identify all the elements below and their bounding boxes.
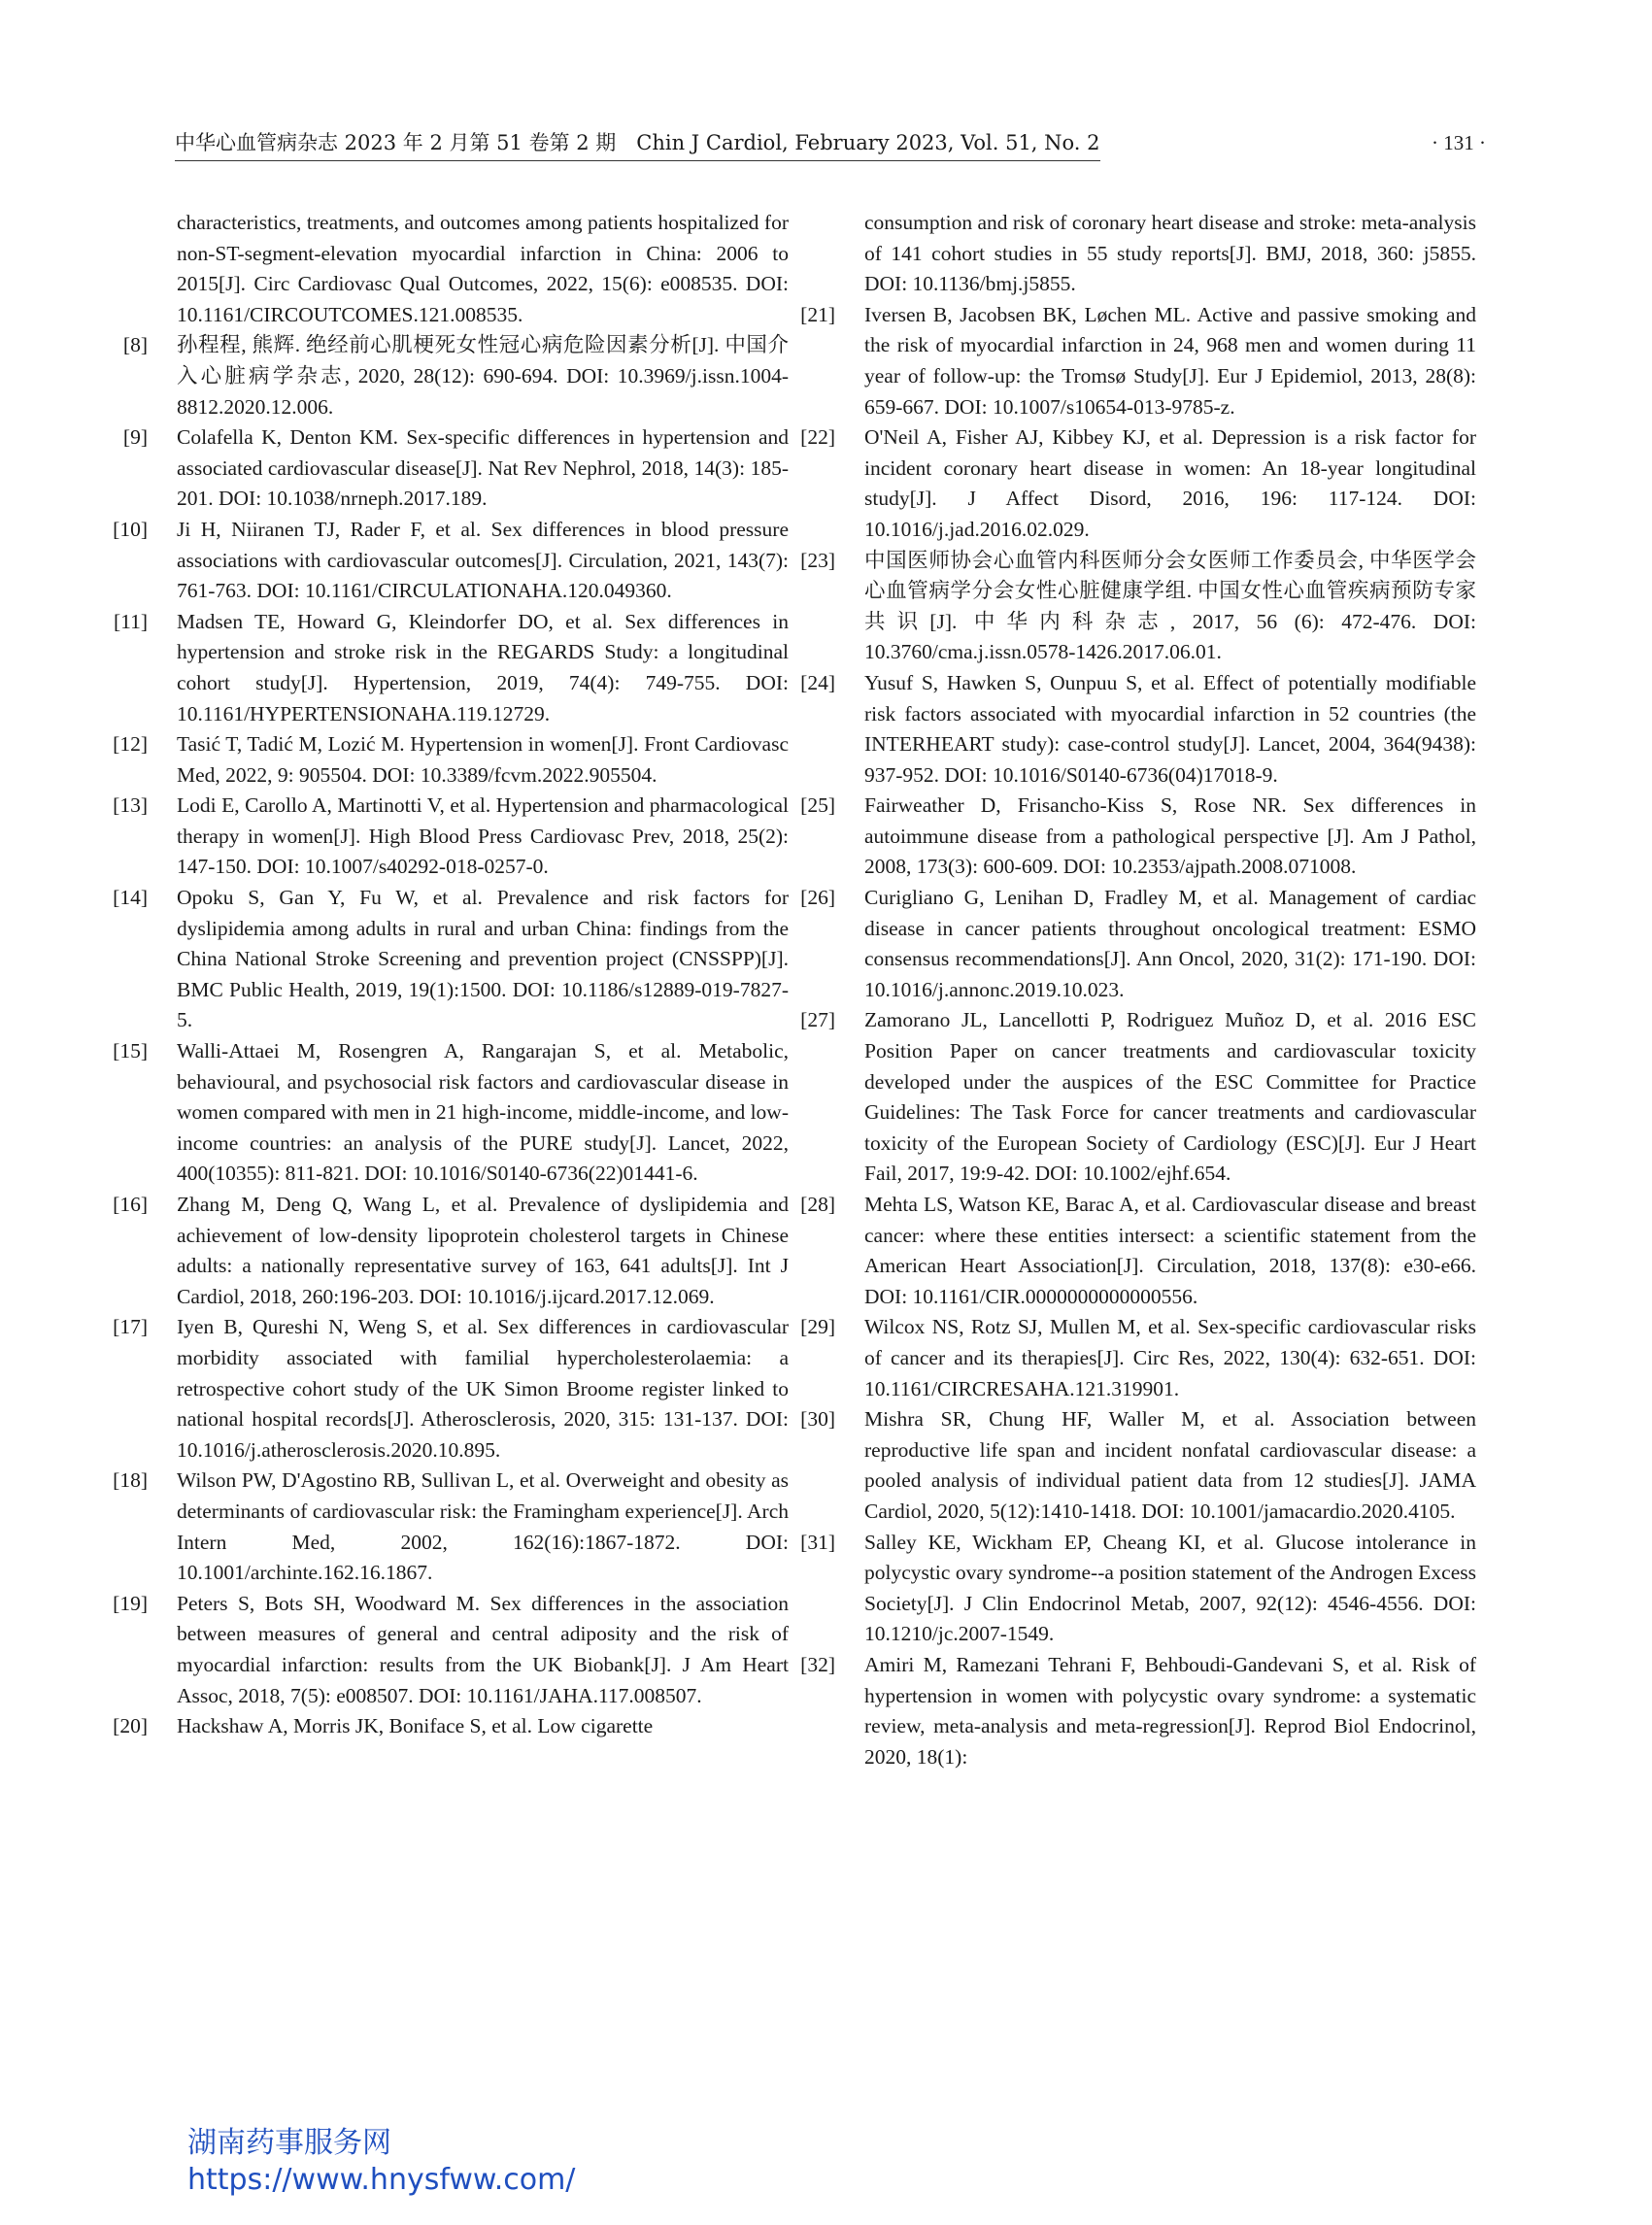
reference-number: [12] <box>113 732 148 757</box>
reference-number: [14] <box>113 886 148 910</box>
reference-text: Lodi E, Carollo A, Martinotti V, et al. Hypertension and pharmacological therapy in women[J]. High Blood Press Cardiovasc Prev, 2018, 25(2): 147-150. DOI: 10.1007/s40292-018-0257-0. <box>177 793 789 879</box>
reference-number: [25] <box>800 793 835 818</box>
reference-text: Madsen TE, Howard G, Kleindorfer DO, et al. Sex differences in hypertension and stroke risk in the REGARDS Study: a longitudinal cohort study[J]. Hypertension, 2019, 74(4): 749-755. DOI: 10.1161/HYPERTENSIONAHA.119.12729. <box>177 609 789 725</box>
reference-text: 孙程程, 熊辉. 绝经前心肌梗死女性冠心病危险因素分析[J]. 中国介入心脏病学杂志, 2020, 28(12): 690-694. DOI: 10.3969/j.issn.1004-8812.2020.12.006. <box>177 333 789 419</box>
reference-item <box>800 546 1476 668</box>
reference-item <box>113 883 789 1036</box>
reference-number: [29] <box>800 1315 835 1339</box>
reference-item <box>800 422 1476 545</box>
reference-text: Tasić T, Tadić M, Lozić M. Hypertension in women[J]. Front Cardiovasc Med, 2022, 9: 905504. DOI: 10.3389/fcvm.2022.905504. <box>177 732 789 787</box>
reference-number: [30] <box>800 1407 835 1432</box>
reference-number: [19] <box>113 1591 148 1615</box>
reference-item <box>800 1005 1476 1190</box>
reference-number: [21] <box>800 302 835 326</box>
reference-text: Iyen B, Qureshi N, Weng S, et al. Sex differences in cardiovascular morbidity associated with familial hypercholesterolaemia: a retrospective cohort study of the UK Simon Broome register linked to national hospital records[J]. Atherosclerosis, 2020, 315: 131-137. DOI: 10.1016/j.atherosclerosis.2020.10.895. <box>177 1315 789 1462</box>
reference-item <box>800 883 1476 1005</box>
reference-item <box>800 1190 1476 1312</box>
reference-item <box>113 1466 789 1588</box>
reference-number: [8] <box>122 333 148 357</box>
reference-number: [28] <box>800 1193 835 1216</box>
running-header <box>175 128 1486 165</box>
reference-text: Salley KE, Wickham EP, Cheang KI, et al. Glucose intolerance in polycystic ovary syndrome--a position statement of the Androgen Excess Society[J]. J Clin Endocrinol Metab, 2007, 92(12): 4546-4556. DOI: 10.1210/jc.2007-1549. <box>864 1530 1476 1646</box>
references-left-column <box>113 208 789 1742</box>
reference-item <box>113 1036 789 1190</box>
reference-text: Iversen B, Jacobsen BK, Løchen ML. Active and passive smoking and the risk of myocardial infarction in 24, 968 men and women during 11 year of follow-up: the Tromsø Study[J]. Eur J Epidemiol, 2013, 28(8): 659-667. DOI: 10.1007/s10654-013-9785-z. <box>864 302 1476 419</box>
reference-text: Curigliano G, Lenihan D, Fradley M, et al. Management of cardiac disease in cancer patients throughout oncological treatment: ESMO consensus recommendations[J]. Ann Oncol, 2020, 31(2): 171-190. DOI: 10.1016/j.annonc.2019.10.023. <box>864 886 1476 1001</box>
reference-number: [10] <box>113 517 148 541</box>
reference-text: Peters S, Bots SH, Woodward M. Sex differences in the association between measures of general and central adiposity and the risk of myocardial infarction: results from the UK Biobank[J]. J Am Heart Assoc, 2018, 7(5): e008507. DOI: 10.1161/JAHA.117.008507. <box>177 1591 789 1707</box>
site-watermark <box>187 2125 575 2199</box>
reference-text: Wilson PW, D'Agostino RB, Sullivan L, et al. Overweight and obesity as determinants of cardiovascular risk: the Framingham experience[J]. Arch Intern Med, 2002, 162(16):1867-1872. DOI: 10.1001/archinte.162.16.1867. <box>177 1468 789 1585</box>
reference-text: Walli-Attaei M, Rosengren A, Rangarajan S, et al. Metabolic, behavioural, and psychosocial risk factors and cardiovascular disease in women compared with men in 21 high-income, middle-income, and low-income countries: an analysis of the PURE study[J]. Lancet, 2022, 400(10355): 811-821. DOI: 10.1016/S0140-6736(22)01441-6. <box>177 1039 789 1186</box>
page-number: · 131 · <box>1432 131 1486 154</box>
reference-text: Fairweather D, Frisancho-Kiss S, Rose NR. Sex differences in autoimmune disease from a pathological perspective [J]. Am J Pathol, 2008, 173(3): 600-609. DOI: 10.2353/ajpath.2008.071008. <box>864 793 1476 879</box>
reference-number: [24] <box>800 670 835 694</box>
reference-item <box>113 515 789 607</box>
reference-number: [11] <box>113 609 148 633</box>
reference-item <box>800 1404 1476 1527</box>
reference-item <box>113 791 789 883</box>
reference-number: [17] <box>113 1315 148 1339</box>
watermark-url[interactable]: https://www.hnysfww.com/ <box>187 2163 576 2197</box>
reference-item <box>113 1190 789 1312</box>
reference-text: Mehta LS, Watson KE, Barac A, et al. Cardiovascular disease and breast cancer: where these entities intersect: a scientific statement from the American Heart Association[J]. Circulation, 2018, 137(8): e30-e66. DOI: 10.1161/CIR.0000000000000556. <box>864 1193 1476 1308</box>
reference-item <box>177 208 789 330</box>
reference-text: Amiri M, Ramezani Tehrani F, Behboudi-Gandevani S, et al. Risk of hypertension in women with polycystic ovary syndrome: a systematic review, meta-analysis and meta-regression[J]. Reprod Biol Endocrinol, 2020, 18(1): <box>864 1652 1476 1769</box>
reference-text: O'Neil A, Fisher AJ, Kibbey KJ, et al. Depression is a risk factor for incident coronary heart disease in women: An 18-year longitudinal study[J]. J Affect Disord, 2016, 196: 117-124. DOI: 10.1016/j.jad.2016.02.029. <box>864 425 1476 541</box>
reference-item <box>800 1528 1476 1650</box>
reference-number: [16] <box>113 1193 148 1216</box>
reference-number: [32] <box>800 1652 835 1676</box>
reference-number: [27] <box>800 1008 835 1032</box>
reference-text: Mishra SR, Chung HF, Waller M, et al. Association between reproductive life span and incident nonfatal cardiovascular disease: a pooled analysis of individual patient data from 12 studies[J]. JAMA Cardiol, 2020, 5(12):1410-1418. DOI: 10.1001/jamacardio.2020.4105. <box>864 1407 1476 1523</box>
reference-text: Zamorano JL, Lancellotti P, Rodriguez Muñoz D, et al. 2016 ESC Position Paper on cancer treatments and cardiovascular toxicity developed under the auspices of the ESC Committee for Practice Guidelines: The Task Force for cancer treatments and cardiovascular toxicity of the European Society of Cardiology (ESC)[J]. Eur J Heart Fail, 2017, 19:9-42. DOI: 10.1002/ejhf.654. <box>864 1008 1476 1186</box>
reference-item <box>113 729 789 791</box>
reference-number: [18] <box>113 1468 148 1493</box>
reference-number: [31] <box>800 1530 835 1554</box>
reference-number: [26] <box>800 886 835 910</box>
reference-text: Ji H, Niiranen TJ, Rader F, et al. Sex differences in blood pressure associations with cardiovascular outcomes[J]. Circulation, 2021, 143(7): 761-763. DOI: 10.1161/CIRCULATIONAHA.120.049360. <box>177 517 789 603</box>
reference-text: Zhang M, Deng Q, Wang L, et al. Prevalence of dyslipidemia and achievement of low-density lipoprotein cholesterol targets in Chinese adults: a nationally representative survey of 163, 641 adults[J]. Int J Cardiol, 2018, 260:196-203. DOI: 10.1016/j.ijcard.2017.12.069. <box>177 1193 789 1308</box>
reference-text: Hackshaw A, Morris JK, Boniface S, et al. Low cigarette <box>177 1714 654 1738</box>
reference-text: Colafella K, Denton KM. Sex-specific differences in hypertension and associated cardiovascular disease[J]. Nat Rev Nephrol, 2018, 14(3): 185-201. DOI: 10.1038/nrneph.2017.189. <box>177 425 789 511</box>
watermark-site-name: 湖南药事服务网 <box>187 2126 391 2160</box>
reference-number: [9] <box>122 425 148 450</box>
reference-number: [23] <box>800 548 835 572</box>
references-right-column <box>800 208 1476 1772</box>
reference-text: characteristics, treatments, and outcomes among patients hospitalized for non-ST-segment-elevation myocardial infarction in China: 2006 to 2015[J]. Circ Cardiovasc Qual Outcomes, 2022, 15(6): e008535. DOI: 10.1161/CIRCOUTCOMES.121.008535. <box>177 211 789 326</box>
reference-item <box>113 607 789 729</box>
reference-item <box>113 1589 789 1711</box>
reference-text: Yusuf S, Hawken S, Ounpuu S, et al. Effect of potentially modifiable risk factors associated with myocardial infarction in 52 countries (the INTERHEART study): case-control study[J]. Lancet, 2004, 364(9438): 937-952. DOI: 10.1016/S0140-6736(04)17018-9. <box>864 670 1476 787</box>
reference-item <box>800 300 1476 422</box>
reference-number: [22] <box>800 425 835 450</box>
reference-number: [15] <box>113 1039 148 1063</box>
journal-citation-header: 中华心血管病杂志 2023 年 2 月第 51 卷第 2 期 Chin J Cardiol, February 2023, Vol. 51, No. 2 <box>175 128 1100 161</box>
reference-item <box>864 208 1476 300</box>
reference-item <box>800 791 1476 883</box>
reference-item <box>800 1650 1476 1772</box>
reference-item <box>113 1312 789 1466</box>
reference-number: [20] <box>113 1714 148 1738</box>
reference-text: consumption and risk of coronary heart disease and stroke: meta-analysis of 141 cohort studies in 55 study reports[J]. BMJ, 2018, 360: j5855. DOI: 10.1136/bmj.j5855. <box>864 211 1476 296</box>
reference-item <box>800 1312 1476 1404</box>
reference-text: Wilcox NS, Rotz SJ, Mullen M, et al. Sex-specific cardiovascular risks of cancer and its therapies[J]. Circ Res, 2022, 130(4): 632-651. DOI: 10.1161/CIRCRESAHA.121.319901. <box>864 1315 1476 1400</box>
reference-text: Opoku S, Gan Y, Fu W, et al. Prevalence and risk factors for dyslipidemia among adults in rural and urban China: findings from the China National Stroke Screening and prevention project (CNSSPP)[J]. BMC Public Health, 2019, 19(1):1500. DOI: 10.1186/s12889-019-7827-5. <box>177 886 789 1032</box>
reference-text: 中国医师协会心血管内科医师分会女医师工作委员会, 中华医学会心血管病学分会女性心脏健康学组. 中国女性心血管疾病预防专家共识[J]. 中华内科杂志, 2017, 56 (6): 472-476. DOI: 10.3760/cma.j.issn.0578-1426.2017.06.01. <box>864 548 1476 664</box>
reference-number: [13] <box>113 793 148 818</box>
reference-item <box>122 330 789 422</box>
reference-item <box>122 422 789 515</box>
reference-item <box>113 1711 789 1742</box>
reference-item <box>800 668 1476 791</box>
